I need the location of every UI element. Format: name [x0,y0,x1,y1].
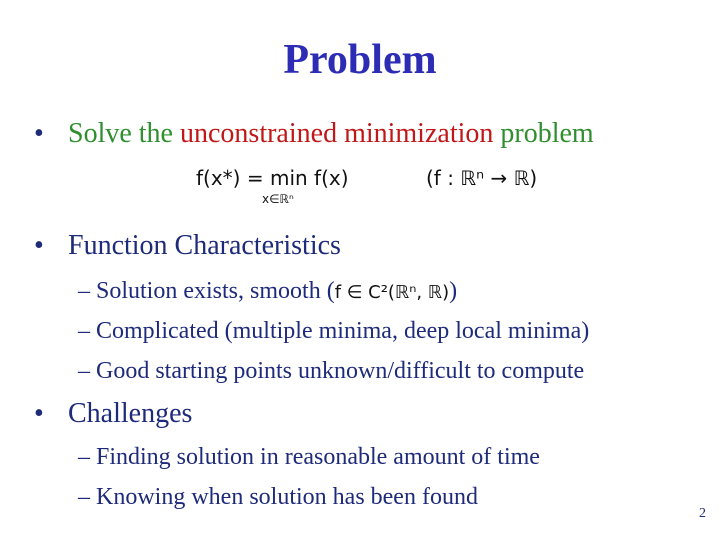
equation-lhs: f(x*) = [196,166,270,190]
bullet-solve [34,118,594,150]
sub-item-suffix: ) [449,278,458,304]
equation-domain: (f : ℝⁿ → ℝ) [426,166,538,190]
sub-item-finding-solution: – Finding solution in reasonable amount of time [78,444,540,470]
sub-item-starting-points: – Good starting points unknown/difficult to compute [78,358,585,384]
equation-main [196,166,349,190]
sub-item-complicated: – Complicated (multiple minima, deep local minima) [78,318,590,344]
page-number: 2 [699,506,706,521]
equation-min: min [269,166,308,190]
bullet-label: Challenges [68,398,193,429]
equation-rhs: f(x) [314,166,349,190]
bullet-label: Function Characteristics [68,230,341,261]
bullet-dot: • [34,118,44,149]
sub-item-text: – Solution exists, smooth ( [78,278,335,304]
slide-title: Problem [283,37,437,83]
inline-math-smooth: f ∈ C²(ℝⁿ, ℝ) [334,282,450,303]
bullet-function-characteristics [34,230,341,262]
sub-item-smooth [78,278,457,305]
bullet-dot: • [34,230,44,261]
bullet-dot: • [34,398,44,429]
bullet-text-after: problem [493,118,594,149]
bullet-challenges [34,398,192,430]
sub-item-knowing-when: – Knowing when solution has been found [78,484,478,510]
bullet-highlight: unconstrained minimization [180,118,494,149]
bullet-text-before: Solve the [68,118,180,149]
equation-min-subscript: x∈ℝⁿ [262,192,294,206]
